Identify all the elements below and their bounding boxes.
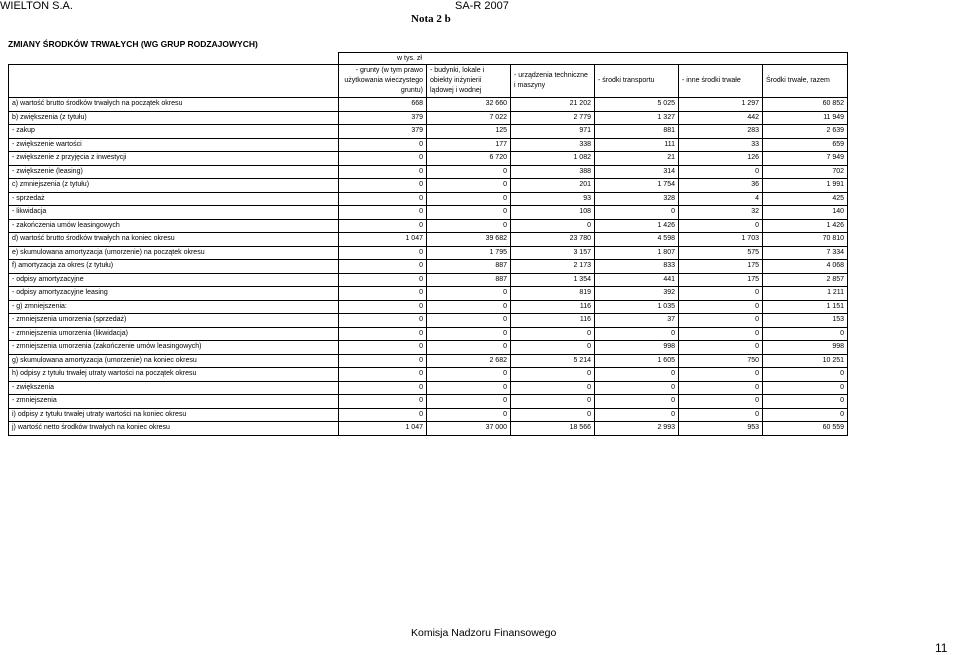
row-value: 0: [339, 138, 427, 152]
row-value: 881: [595, 125, 679, 139]
row-value: 442: [679, 111, 763, 125]
table-row: [9, 273, 848, 287]
row-value: 1 426: [595, 219, 679, 233]
row-value: 833: [595, 260, 679, 274]
row-value: 379: [339, 125, 427, 139]
row-value: 23 780: [511, 233, 595, 247]
row-value: 0: [511, 327, 595, 341]
column-header-row: [9, 65, 848, 98]
row-value: 60 852: [763, 98, 848, 112]
table-row: [9, 381, 848, 395]
row-label: - zmniejszenia umorzenia (zakończenie umów leasingowych): [9, 341, 339, 355]
fixed-assets-table: [8, 52, 848, 436]
table-row: [9, 206, 848, 220]
row-value: 0: [339, 192, 427, 206]
row-value: 0: [763, 327, 848, 341]
row-value: 0: [427, 206, 511, 220]
row-label: - odpisy amortyzacyjne: [9, 273, 339, 287]
row-value: 140: [763, 206, 848, 220]
row-label: a) wartość brutto środków trwałych na początek okresu: [9, 98, 339, 112]
unit-spacer: [9, 53, 339, 65]
row-label: - zakończenia umów leasingowych: [9, 219, 339, 233]
row-value: 0: [763, 395, 848, 409]
row-value: 1 211: [763, 287, 848, 301]
row-value: 659: [763, 138, 848, 152]
table-row: [9, 341, 848, 355]
row-value: 0: [511, 219, 595, 233]
row-label: - zmniejszenia: [9, 395, 339, 409]
row-value: 70 810: [763, 233, 848, 247]
row-value: 153: [763, 314, 848, 328]
row-value: 0: [595, 395, 679, 409]
row-label: c) zmniejszenia (z tytułu): [9, 179, 339, 193]
row-value: 0: [763, 368, 848, 382]
row-value: 0: [339, 300, 427, 314]
row-value: 1 151: [763, 300, 848, 314]
company-name: WIELTON S.A.: [0, 0, 73, 12]
row-value: 5 214: [511, 354, 595, 368]
row-value: 0: [339, 246, 427, 260]
row-value: 0: [427, 287, 511, 301]
row-value: 21 202: [511, 98, 595, 112]
row-value: 4 598: [595, 233, 679, 247]
row-label: - zmniejszenia umorzenia (sprzedaż): [9, 314, 339, 328]
row-value: 0: [595, 408, 679, 422]
row-value: 887: [427, 260, 511, 274]
row-value: 314: [595, 165, 679, 179]
row-value: 0: [679, 341, 763, 355]
row-value: 0: [339, 260, 427, 274]
row-value: 39 682: [427, 233, 511, 247]
row-value: 2 682: [427, 354, 511, 368]
row-value: 1 047: [339, 233, 427, 247]
row-label: j) wartość netto środków trwałych na koniec okresu: [9, 422, 339, 436]
row-value: 0: [679, 287, 763, 301]
row-value: 0: [427, 300, 511, 314]
row-value: 379: [339, 111, 427, 125]
table-row: [9, 327, 848, 341]
table-row: [9, 179, 848, 193]
row-value: 11 949: [763, 111, 848, 125]
row-value: 0: [511, 408, 595, 422]
column-header: Środki trwałe, razem: [763, 65, 848, 98]
table-row: [9, 192, 848, 206]
table-row: [9, 98, 848, 112]
row-value: 0: [511, 368, 595, 382]
row-value: 0: [339, 206, 427, 220]
row-value: 4: [679, 192, 763, 206]
row-value: 32 660: [427, 98, 511, 112]
row-value: 0: [427, 314, 511, 328]
row-value: 0: [679, 327, 763, 341]
row-value: 0: [595, 206, 679, 220]
unit-text: w tys. zł: [397, 54, 422, 62]
row-value: 0: [679, 408, 763, 422]
row-label: d) wartość brutto środków trwałych na koniec okresu: [9, 233, 339, 247]
row-label: f) amortyzacja za okres (z tytułu): [9, 260, 339, 274]
row-value: 0: [339, 408, 427, 422]
row-value: 108: [511, 206, 595, 220]
row-label: i) odpisy z tytułu trwałej utraty wartości na koniec okresu: [9, 408, 339, 422]
column-header: - urządzenia techniczne i maszyny: [511, 65, 595, 98]
row-value: 0: [339, 219, 427, 233]
row-value: 2 173: [511, 260, 595, 274]
row-value: 21: [595, 152, 679, 166]
row-value: 7 334: [763, 246, 848, 260]
row-value: 0: [427, 395, 511, 409]
table-row: [9, 422, 848, 436]
row-value: 1 035: [595, 300, 679, 314]
row-value: 819: [511, 287, 595, 301]
row-value: 5 025: [595, 98, 679, 112]
row-value: 0: [679, 300, 763, 314]
row-value: 0: [679, 219, 763, 233]
row-value: 0: [339, 381, 427, 395]
row-value: 283: [679, 125, 763, 139]
table-row: [9, 165, 848, 179]
report-code: SA-R 2007: [455, 0, 509, 12]
row-value: 111: [595, 138, 679, 152]
table-row: [9, 125, 848, 139]
row-value: 177: [427, 138, 511, 152]
row-value: 125: [427, 125, 511, 139]
table-row: [9, 246, 848, 260]
row-value: 575: [679, 246, 763, 260]
row-value: 3 157: [511, 246, 595, 260]
row-value: 18 566: [511, 422, 595, 436]
row-label: h) odpisy z tytułu trwałej utraty wartości na początek okresu: [9, 368, 339, 382]
row-value: 953: [679, 422, 763, 436]
row-label: - zmniejszenia umorzenia (likwidacja): [9, 327, 339, 341]
row-value: 0: [511, 395, 595, 409]
row-value: 0: [763, 381, 848, 395]
row-value: 338: [511, 138, 595, 152]
row-value: 702: [763, 165, 848, 179]
row-value: 0: [595, 327, 679, 341]
row-label: - likwidacja: [9, 206, 339, 220]
row-label: - zwiększenie (leasing): [9, 165, 339, 179]
row-label: - sprzedaż: [9, 192, 339, 206]
row-value: 0: [339, 327, 427, 341]
row-value: 4 068: [763, 260, 848, 274]
row-value: 1 297: [679, 98, 763, 112]
row-value: 0: [595, 381, 679, 395]
row-value: 2 857: [763, 273, 848, 287]
row-value: 0: [511, 341, 595, 355]
row-value: 116: [511, 300, 595, 314]
row-value: 6 720: [427, 152, 511, 166]
row-value: 175: [679, 273, 763, 287]
note-number: Nota 2 b: [411, 13, 451, 25]
row-value: 37 000: [427, 422, 511, 436]
table-row: [9, 314, 848, 328]
table-title: ZMIANY ŚRODKÓW TRWAŁYCH (WG GRUP RODZAJOWYCH): [8, 39, 258, 49]
table-row: [9, 219, 848, 233]
row-value: 7 022: [427, 111, 511, 125]
row-value: 7 949: [763, 152, 848, 166]
row-value: 668: [339, 98, 427, 112]
row-label: - g) zmniejszenia:: [9, 300, 339, 314]
row-value: 60 559: [763, 422, 848, 436]
row-value: 201: [511, 179, 595, 193]
row-value: 998: [595, 341, 679, 355]
row-value: 32: [679, 206, 763, 220]
row-value: 0: [763, 408, 848, 422]
row-value: 0: [339, 273, 427, 287]
column-header: - inne środki trwałe: [679, 65, 763, 98]
table-row: [9, 368, 848, 382]
row-value: 0: [339, 354, 427, 368]
row-value: 126: [679, 152, 763, 166]
row-value: 1 354: [511, 273, 595, 287]
row-label: - zakup: [9, 125, 339, 139]
row-value: 0: [339, 165, 427, 179]
table-row: [9, 138, 848, 152]
row-value: 0: [339, 152, 427, 166]
row-value: 0: [339, 341, 427, 355]
row-value: 0: [679, 165, 763, 179]
row-value: 1 082: [511, 152, 595, 166]
row-label: - zwiększenie wartości: [9, 138, 339, 152]
page-number: 11: [935, 641, 948, 655]
row-value: 33: [679, 138, 763, 152]
row-value: 1 807: [595, 246, 679, 260]
row-value: 1 991: [763, 179, 848, 193]
row-value: 392: [595, 287, 679, 301]
row-value: 1 605: [595, 354, 679, 368]
row-value: 0: [427, 327, 511, 341]
row-value: 0: [427, 219, 511, 233]
row-value: 0: [427, 192, 511, 206]
table-row: [9, 260, 848, 274]
row-value: 0: [427, 408, 511, 422]
row-value: 2 993: [595, 422, 679, 436]
row-value: 1 795: [427, 246, 511, 260]
table-row: [9, 287, 848, 301]
row-value: 0: [427, 381, 511, 395]
row-value: 2 779: [511, 111, 595, 125]
row-value: 1 426: [763, 219, 848, 233]
row-value: 0: [679, 395, 763, 409]
row-value: 0: [339, 179, 427, 193]
table-row: [9, 233, 848, 247]
row-value: 750: [679, 354, 763, 368]
header-corner: [9, 65, 339, 98]
row-value: 388: [511, 165, 595, 179]
row-value: 0: [339, 287, 427, 301]
table-row: [9, 152, 848, 166]
row-label: - zwiększenie z przyjęcia z inwestycji: [9, 152, 339, 166]
table-row: [9, 408, 848, 422]
row-value: 0: [679, 368, 763, 382]
footer-text: Komisja Nadzoru Finansowego: [411, 627, 557, 639]
column-header: - środki transportu: [595, 65, 679, 98]
row-value: 998: [763, 341, 848, 355]
row-value: 1 703: [679, 233, 763, 247]
row-value: 1 047: [339, 422, 427, 436]
row-label: - odpisy amortyzacyjne leasing: [9, 287, 339, 301]
row-value: 887: [427, 273, 511, 287]
row-value: 175: [679, 260, 763, 274]
column-header: - grunty (w tym prawo użytkowania wieczystego gruntu): [339, 65, 427, 98]
unit-label: [339, 53, 848, 65]
row-value: 0: [427, 179, 511, 193]
row-value: 0: [339, 368, 427, 382]
row-value: 0: [511, 381, 595, 395]
row-value: 10 251: [763, 354, 848, 368]
row-label: g) skumulowana amortyzacja (umorzenie) na koniec okresu: [9, 354, 339, 368]
row-label: - zwiększenia: [9, 381, 339, 395]
row-value: 0: [595, 368, 679, 382]
row-value: 1 327: [595, 111, 679, 125]
table-row: [9, 395, 848, 409]
row-label: b) zwiększenia (z tytułu): [9, 111, 339, 125]
row-value: 0: [339, 314, 427, 328]
column-header: - budynki, lokale i obiekty inżynierii lądowej i wodnej: [427, 65, 511, 98]
row-label: e) skumulowana amortyzacja (umorzenie) na początek okresu: [9, 246, 339, 260]
row-value: 0: [427, 165, 511, 179]
row-value: 0: [679, 314, 763, 328]
table-row: [9, 300, 848, 314]
row-value: 36: [679, 179, 763, 193]
row-value: 37: [595, 314, 679, 328]
row-value: 441: [595, 273, 679, 287]
row-value: 0: [679, 381, 763, 395]
row-value: 425: [763, 192, 848, 206]
row-value: 0: [427, 368, 511, 382]
row-value: 93: [511, 192, 595, 206]
unit-row: [9, 53, 848, 65]
row-value: 116: [511, 314, 595, 328]
row-value: 2 639: [763, 125, 848, 139]
row-value: 1 754: [595, 179, 679, 193]
table-row: [9, 111, 848, 125]
row-value: 971: [511, 125, 595, 139]
row-value: 0: [427, 341, 511, 355]
row-value: 0: [339, 395, 427, 409]
table-row: [9, 354, 848, 368]
row-value: 328: [595, 192, 679, 206]
